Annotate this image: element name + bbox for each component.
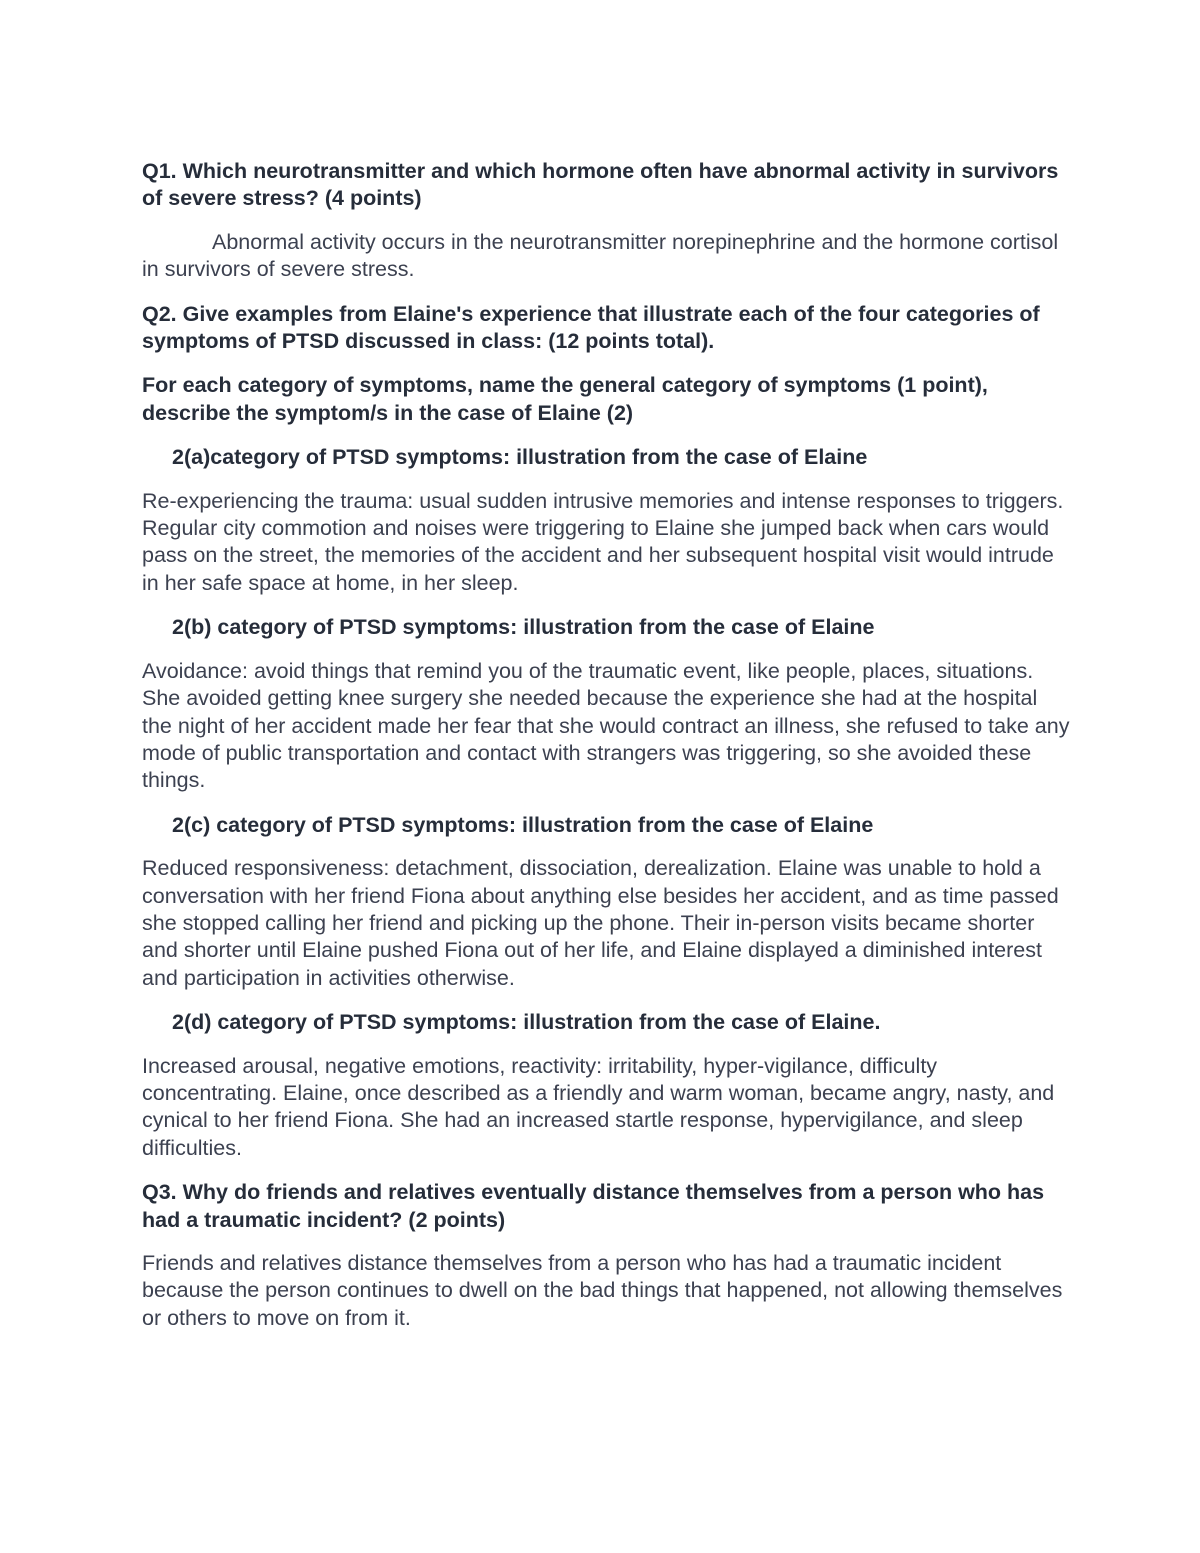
q1-question: Q1. Which neurotransmitter and which hormone often have abnormal activity in survivors of severe stress? (4 points)	[142, 159, 1059, 211]
document-page	[142, 158, 1072, 1332]
q1-answer: Abnormal activity occurs in the neurotransmitter norepinephrine and the hormone cortisol in survivors of severe stress.	[142, 229, 1059, 282]
q3-question: Q3. Why do friends and relatives eventually distance themselves from a person who has had a traumatic incident? (2 points)	[142, 1180, 1045, 1232]
q3-answer: Friends and relatives distance themselves from a person who has had a traumatic incident because the person continues to dwell on the bad things that happened, not allowing themselves or others to move on from it.	[142, 1251, 1063, 1330]
q2c-heading: 2(c) category of PTSD symptoms: illustration from the case of Elaine	[172, 812, 874, 837]
q2b-answer: Avoidance: avoid things that remind you of the traumatic event, like people, places, situations. She avoided getting knee surgery she needed because the experience she had at the hospital the night of her accident made her fear that she would contract an illness, she refused to take any mode of public transportation and contact with strangers was triggering, so she avoided these things.	[142, 658, 1070, 793]
q2c-answer: Reduced responsiveness: detachment, dissociation, derealization. Elaine was unable to hold a conversation with her friend Fiona about anything else besides her accident, and as time passed she stopped calling her friend and picking up the phone. Their in-person visits became shorter and shorter until Elaine pushed Fiona out of her life, and Elaine displayed a diminished interest and participation in activities otherwise.	[142, 856, 1059, 990]
q2a-answer: Re-experiencing the trauma: usual sudden intrusive memories and intense responses to triggers. Regular city commotion and noises were triggering to Elaine she jumped back when cars would pass on the street, the memories of the accident and her subsequent hospital visit would intrude in her safe space at home, in her sleep.	[142, 488, 1064, 595]
q2d-heading: 2(d) category of PTSD symptoms: illustration from the case of Elaine.	[172, 1010, 881, 1035]
q2d-answer: Increased arousal, negative emotions, reactivity: irritability, hyper-vigilance, difficulty concentrating. Elaine, once described as a friendly and warm woman, became angry, nasty, and cynical to her friend Fiona. She had an increased startle response, hypervigilance, and sleep difficulties.	[142, 1053, 1055, 1160]
q2-question: Q2. Give examples from Elaine's experience that illustrate each of the four categories of symptoms of PTSD discussed in class: (12 points total).	[142, 301, 1040, 354]
q2b-heading: 2(b) category of PTSD symptoms: illustration from the case of Elaine	[172, 615, 875, 640]
q2a-heading: 2(a)category of PTSD symptoms: illustration from the case of Elaine	[172, 445, 868, 470]
q2-instruction: For each category of symptoms, name the general category of symptoms (1 point), describe the symptom/s in the case of Elaine (2)	[142, 373, 988, 425]
